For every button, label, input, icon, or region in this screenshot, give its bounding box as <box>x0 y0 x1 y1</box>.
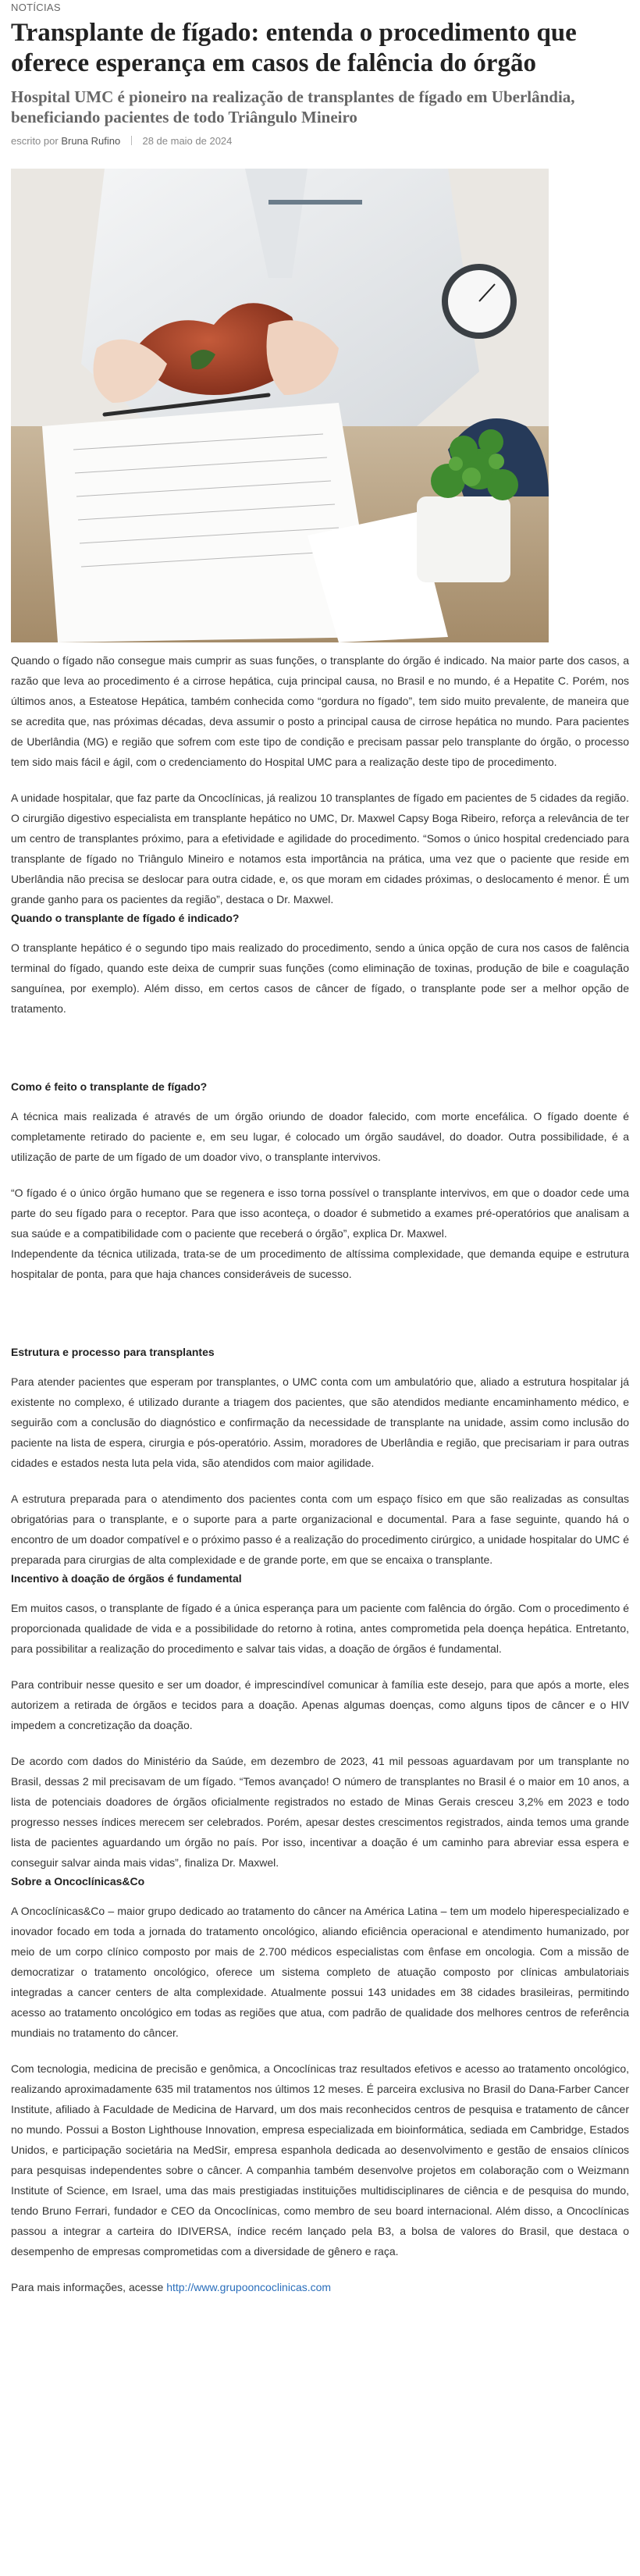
more-info-paragraph <box>11 2277 629 2297</box>
spacer <box>11 1300 629 1343</box>
category-label[interactable]: NOTÍCIAS <box>11 2 61 13</box>
paragraph: De acordo com dados do Ministério da Saúde, em dezembro de 2023, 41 mil pessoas aguardavam por um transplante no Brasil, dessas 2 mil precisavam de um fígado. “Temos avançado! O número de transplantes no Brasil é o maior em 10 anos, a lista de potenciais doadores de órgãos oficialmente registrados no estado de Minas Gerais cresceu 3,2% em 2023 e todo progresso nesses índices merecem ser celebrados. Porém, apesar destes crescimentos registrados, ainda temos uma grande lista de pacientes aguardando um órgão no país. Por isso, incentivar a doação é um caminho para abreviar essa espera e conseguir salvar ainda mais vidas”, finaliza Dr. Maxwel. <box>11 1755 629 1869</box>
photo-illustration <box>11 169 549 642</box>
page-title: Transplante de fígado: entenda o procedimento que oferece esperança em casos de falência do órgão <box>11 19 577 77</box>
paragraph: Em muitos casos, o transplante de fígado é a única esperança para um paciente com falência do órgão. Com o procedimento é proporcionada qualidade de vida e a possibilidade do retorno à rotina, antes comprometida pela doença hepática. Entretanto, para possibilitar a realização do procedimento e salvar tais vidas, a doação de órgãos é fundamental. <box>11 1602 629 1655</box>
paragraph: Com tecnologia, medicina de precisão e genômica, a Oncoclínicas traz resultados efetivos e acesso ao tratamento oncológico, realizando aproximadamente 635 mil tratamentos nos últimos 12 meses. É parceira exclusiva no Brasil do Dana-Farber Cancer Institute, afiliado à Faculdade de Medicina de Harvard, um dos mais reconhecidos centros de pesquisa e tratamento de câncer no mundo. Possui a Boston Lighthouse Innovation, empresa especializada em bioinformática, sediada em Cambridge, Estados Unidos, e participação societária na MedSir, empresa espanhola dedicada ao desenvolvimento e gestão de ensaios clínicos para pesquisas independentes sobre o câncer. A companhia também desenvolve projetos em colaboração com o Weizmann Institute of Science, em Israel, uma das mais prestigiadas instituições multidisciplinares de ciência e de pesquisa do mundo, tendo Bruno Ferrari, fundador e CEO da Oncoclínicas, como membro de seu board internacional. Além disso, a Oncoclínicas passou a integrar a carteira do IDIVERSA, índice recém lançado pela B3, a bolsa de valores do Brasil, que destaca o desempenho de empresas comprometidas com a diversidade de gênero e raça. <box>11 2062 629 2258</box>
paragraph: A estrutura preparada para o atendimento dos pacientes conta com um espaço físico em que são realizadas as consultas obrigatórias para o transplante, e o suporte para a parte organizacional e documental. Para a fase seguinte, quando há o encontro de um doador compatível e o próximo passo é a realização do procedimento cirúrgico, a unidade hospitalar do UMC é preparada para cirurgias de alta complexidade e de grande porte, em que se encaixa o transplante. <box>11 1493 629 1566</box>
byline-prefix: escrito por <box>11 135 59 147</box>
more-info-label: Para mais informações, acesse <box>11 2281 167 2293</box>
section-heading: Incentivo à doação de órgãos é fundamental <box>11 1572 242 1585</box>
paragraph: O transplante hepático é o segundo tipo mais realizado do procedimento, sendo a única opção de cura nos casos de falência terminal do fígado, quando este deixa de cumprir suas funções (como eliminação de toxinas, produção de bile e coagulação sanguínea, por exemplo). Além disso, em certos casos de câncer de fígado, o transplante pode ser a melhor opção de tratamento. <box>11 941 629 1015</box>
paragraph: A unidade hospitalar, que faz parte da Oncoclínicas, já realizou 10 transplantes de fígado em pacientes de 5 cidades da região. O cirurgião digestivo especialista em transplante hepático no UMC, Dr. Maxwel Capsy Boga Ribeiro, reforça a relevância de ter um centro de transplantes próximo, para a efetividade e agilidade do procedimento. “Somos o único hospital credenciado para transplante de fígado no Triângulo Mineiro e notamos esta importância na prática, uma vez que o paciente que reside em Uberlândia não precisa se deslocar para outra cidade, e, os que moram em cidades próximas, o deslocamento é menor. É um grande ganho para os pacientes da região”, destaca o Dr. Maxwel. <box>11 792 629 906</box>
section-heading: Estrutura e processo para transplantes <box>11 1346 215 1358</box>
spacer <box>11 1034 629 1078</box>
paragraph: Independente da técnica utilizada, trata-se de um procedimento de altíssima complexidade, que demanda equipe e estrutura hospitalar de ponta, para que haja chances consideráveis de sucesso. <box>11 1247 629 1280</box>
section-heading: Como é feito o transplante de fígado? <box>11 1080 208 1093</box>
publish-date: 28 de maio de 2024 <box>142 135 233 147</box>
article-subtitle: Hospital UMC é pioneiro na realização de transplantes de fígado em Uberlândia, beneficiando pacientes de todo Triângulo Mineiro <box>11 87 575 126</box>
byline <box>11 135 629 147</box>
paragraph: A técnica mais realizada é através de um órgão oriundo de doador falecido, com morte encefálica. O fígado doente é completamente retirado do paciente e, em seu lugar, é colocado um órgão saudável, do doador. Outra possibilidade, é a utilização de parte de um fígado de um doador vivo, o transplante intervivos. <box>11 1110 629 1163</box>
website-link[interactable]: http://www.grupooncoclinicas.com <box>166 2281 332 2293</box>
section-heading: Quando o transplante de fígado é indicado? <box>11 912 240 924</box>
paragraph: Para atender pacientes que esperam por transplantes, o UMC conta com um ambulatório que, aliado a estrutura hospitalar já existente no complexo, é utilizado durante a triagem dos pacientes, que são atendidos mediante encaminhamento médico, e seguirão com a conclusão do diagnóstico e confirmação da necessidade de transplante na unidade, assim como inclusão do paciente na lista de espera, cirurgia e pós-operatório. Assim, moradores de Uberlândia e região, que precisariam ir para outras cidades e estados nesta luta pela vida, são atendidos com maior agilidade. <box>11 1375 629 1469</box>
paragraph: Para contribuir nesse quesito e ser um doador, é imprescindível comunicar à família este desejo, para que após a morte, eles autorizem a retirada de órgãos e tecidos para a doação. Apenas algumas doenças, como alguns tipos de câncer e o HIV impedem a concretização da doação. <box>11 1678 629 1731</box>
paragraph: Quando o fígado não consegue mais cumprir as suas funções, o transplante do órgão é indicado. Na maior parte dos casos, a razão que leva ao procedimento é a cirrose hepática, cuja principal causa, no Brasil e no mundo, é a Hepatite C. Porém, nos últimos anos, a Esteatose Hepática, também conhecida como “gordura no fígado”, tem sido muito prevalente, de maneira que se acredita que, nas próximas décadas, deva assumir o posto a principal causa de cirrose hepática no mundo. Para pacientes de Uberlândia (MG) e região que sofrem com este tipo de condição e precisam passar pelo transplante do órgão, o processo tem sido mais fácil e ágil, com o credenciamento do Hospital UMC para a realização deste tipo de procedimento. <box>11 654 629 768</box>
author-link[interactable]: Bruna Rufino <box>61 135 121 147</box>
paragraph: A Oncoclínicas&Co – maior grupo dedicado ao tratamento do câncer na América Latina – tem um modelo hiperespecializado e inovador focado em toda a jornada do tratamento oncológico, aliando eficiência operacional e atendimento humanizado, por meio de um corpo clínico composto por mais de 2.700 médicos especialistas com ênfase em oncologia. Com a missão de democratizar o tratamento oncológico, oferece um sistema completo de atuação composto por clínicas ambulatoriais integradas a cancer centers de alta complexidade. Atualmente possui 143 unidades em 38 cidades brasileiras, permitindo acesso ao tratamento oncológico em todas as regiões que atua, com padrão de qualidade dos melhores centros de referência mundiais no tratamento do câncer. <box>11 1905 629 2039</box>
section-heading: Sobre a Oncoclínicas&Co <box>11 1875 145 1888</box>
paragraph: “O fígado é o único órgão humano que se regenera e isso torna possível o transplante intervivos, em que o doador cede uma parte do seu fígado para o receptor. Para que isso aconteça, o doador é submetido a exames pré-operatórios que analisam a sua saúde e a compatibilidade com o paciente que receberá o órgão”, explica Dr. Maxwel. <box>11 1187 629 1240</box>
byline-separator <box>131 136 132 145</box>
doctor-holding-liver-model-photo <box>11 169 549 642</box>
